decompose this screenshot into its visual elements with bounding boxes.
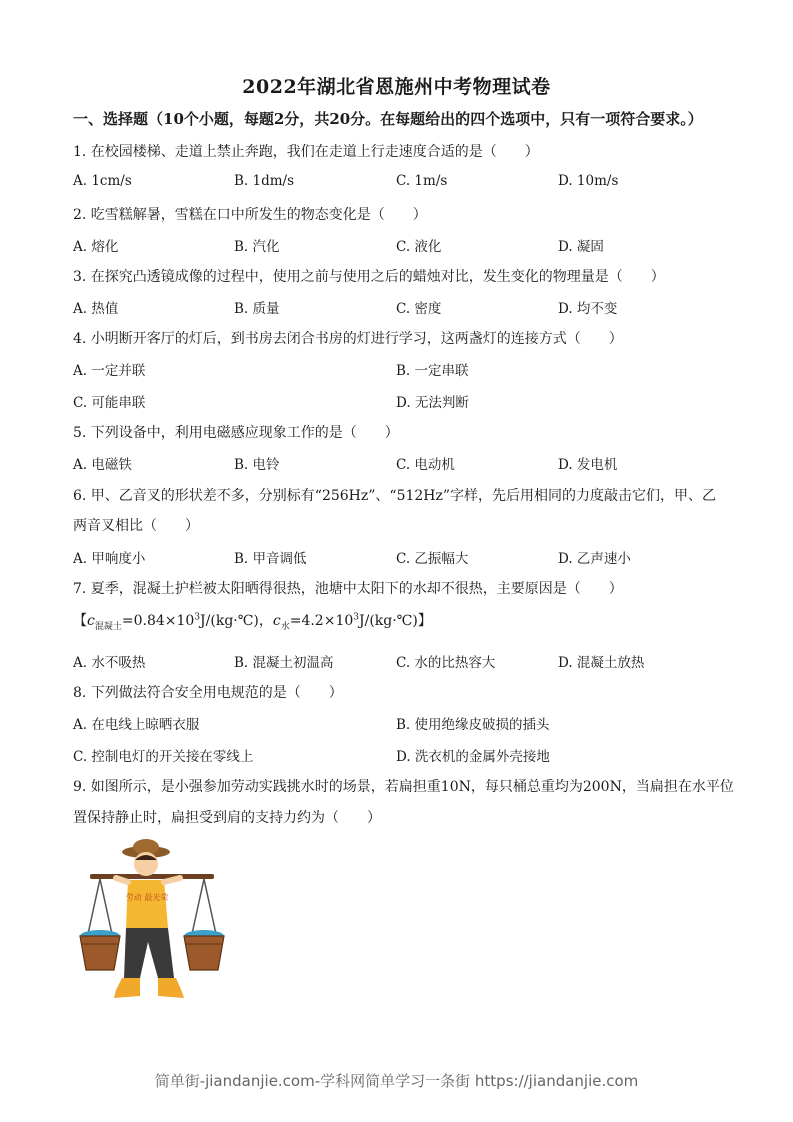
question-4-stem: 4. 小明断开客厅的灯后，到书房去闭合书房的灯进行学习，这两盏灯的连接方式（ ） <box>73 331 623 347</box>
question-5-option-b: B. 电铃 <box>234 457 280 473</box>
question-1-option-a: A. 1cm/s <box>73 173 132 189</box>
c-symbol-1: c <box>87 613 95 629</box>
page-title: 2022年湖北省恩施州中考物理试卷 <box>242 76 551 98</box>
question-6-option-d: D. 乙声速小 <box>558 551 631 567</box>
exponent-2: 3 <box>353 612 359 623</box>
formula-separator: ， <box>258 613 273 629</box>
question-2-option-c: C. 液化 <box>396 239 442 255</box>
question-5-option-d: D. 发电机 <box>558 457 618 473</box>
water-subscript: 水 <box>280 621 290 632</box>
question-3-option-b: B. 质量 <box>234 301 280 317</box>
question-1-stem: 1. 在校园楼梯、走道上禁止奔跑，我们在走道上行走速度合适的是（ ） <box>73 144 539 160</box>
question-2-stem: 2. 吃雪糕解暑，雪糕在口中所发生的物态变化是（ ） <box>73 207 427 223</box>
question-2-option-d: D. 凝固 <box>558 239 604 255</box>
rope-left-1 <box>88 879 100 934</box>
right-arm <box>164 878 180 882</box>
shoulder-pole <box>90 874 214 879</box>
right-boot <box>158 978 184 998</box>
question-7-stem: 7. 夏季，混凝土护栏被太阳晒得很热，池塘中太阳下的水却不很热，主要原因是（ ） <box>73 581 623 597</box>
question-1-option-d: D. 10m/s <box>558 173 619 189</box>
shirt <box>126 880 168 928</box>
unit-2: J/(kg·℃) <box>359 613 418 629</box>
footer-watermark: 简单街-jiandanjie.com-学科网简单学习一条街 https://jiandanjie.com <box>154 1072 639 1090</box>
question-8-option-d: D. 洗衣机的金属外壳接地 <box>396 749 550 765</box>
concrete-value: =0.84×10 <box>121 613 195 629</box>
bucket-left <box>80 936 120 970</box>
question-4-option-b: B. 一定串联 <box>396 363 469 379</box>
question-8-stem: 8. 下列做法符合安全用电规范的是（ ） <box>73 685 343 701</box>
exponent-1: 3 <box>194 612 201 623</box>
formula-bracket-open: 【 <box>73 613 87 629</box>
question-4-option-c: C. 可能串联 <box>73 395 146 411</box>
question-3-option-c: C. 密度 <box>396 301 442 317</box>
question-7-option-b: B. 混凝土初温高 <box>234 655 334 671</box>
question-4-option-a: A. 一定并联 <box>73 363 146 379</box>
question-6-stem-line-2: 两音叉相比（ ） <box>73 518 199 534</box>
question-8-option-c: C. 控制电灯的开关接在零线上 <box>73 749 254 765</box>
bucket-right <box>184 936 224 970</box>
water-carrier-svg <box>72 838 232 1008</box>
question-8-option-a: A. 在电线上晾晒衣服 <box>73 717 200 733</box>
rope-right-1 <box>192 879 204 934</box>
question-3-option-d: D. 均不变 <box>558 301 618 317</box>
section-heading: 一、选择题（10个小题，每题2分，共20分。在每题给出的四个选项中，只有一项符合要求。） <box>73 110 703 128</box>
water-value: =4.2×10 <box>289 613 354 629</box>
question-2-option-a: A. 熔化 <box>73 239 119 255</box>
question-9-stem-line-1: 9. 如图所示，是小强参加劳动实践挑水时的场景，若扁担重10N，每只桶总重均为200N，当扁担在水平位 <box>73 779 734 795</box>
question-1-option-b: B. 1dm/s <box>234 173 295 189</box>
question-7-formula <box>73 610 432 632</box>
question-5-option-c: C. 电动机 <box>396 457 455 473</box>
question-6-option-c: C. 乙振幅大 <box>396 551 469 567</box>
unit-1: J/(kg·℃) <box>200 613 259 629</box>
rope-left-2 <box>100 879 112 934</box>
question-7-option-d: D. 混凝土放热 <box>558 655 645 671</box>
question-5-stem: 5. 下列设备中，利用电磁感应现象工作的是（ ） <box>73 425 399 441</box>
question-9-stem-line-2: 置保持静止时，扁担受到肩的支持力约为（ ） <box>73 810 381 826</box>
c-symbol-2: c <box>272 613 281 629</box>
formula-bracket-close: 】 <box>417 613 432 629</box>
question-6-option-b: B. 甲音调低 <box>234 551 307 567</box>
question-5-option-a: A. 电磁铁 <box>73 457 132 473</box>
concrete-subscript: 混凝土 <box>94 621 122 632</box>
question-6-option-a: A. 甲响度小 <box>73 551 146 567</box>
water-carrier-illustration <box>72 838 232 1008</box>
question-2-option-b: B. 汽化 <box>234 239 280 255</box>
shirt-text: 劳动 最光荣 <box>125 893 169 902</box>
question-6-stem-line-1: 6. 甲、乙音叉的形状差不多，分别标有“256Hz”、“512Hz”字样，先后用相同的力度敲击它们，甲、乙 <box>73 488 717 504</box>
question-1-option-c: C. 1m/s <box>396 173 448 189</box>
rope-right-2 <box>204 879 216 934</box>
question-4-option-d: D. 无法判断 <box>396 395 469 411</box>
question-7-option-c: C. 水的比热容大 <box>396 655 496 671</box>
left-arm <box>116 878 128 882</box>
question-8-option-b: B. 使用绝缘皮破损的插头 <box>396 717 550 733</box>
question-3-stem: 3. 在探究凸透镜成像的过程中，使用之前与使用之后的蜡烛对比，发生变化的物理量是（ ） <box>73 269 665 285</box>
question-7-option-a: A. 水不吸热 <box>73 655 146 671</box>
pants <box>124 928 174 978</box>
left-boot <box>114 978 140 998</box>
question-3-option-a: A. 热值 <box>73 301 119 317</box>
